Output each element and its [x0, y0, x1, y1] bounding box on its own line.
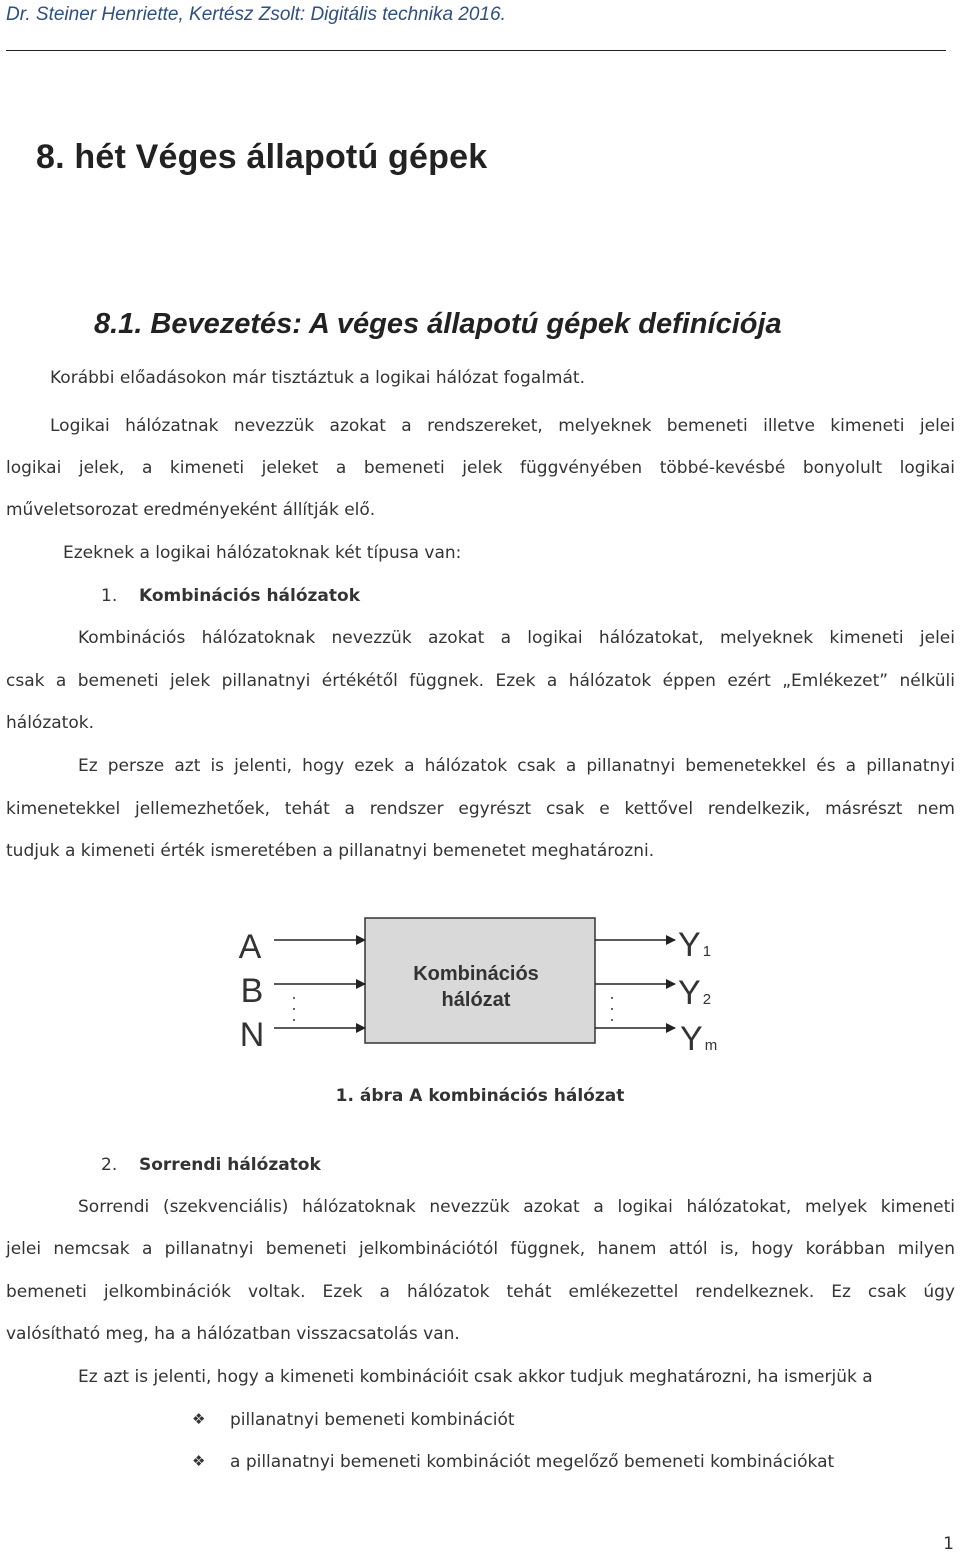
sequential-number: 2. — [101, 1155, 118, 1175]
combinational-heading: Kombinációs hálózatok — [139, 586, 361, 606]
bullet-item-2: a pillanatnyi bemeneti kombinációt megelőző bemeneti kombinációkat — [230, 1452, 835, 1472]
diamond-bullet-icon: ❖ — [192, 1410, 206, 1428]
page-header: Dr. Steiner Henriette, Kertész Zsolt: Digitális technika 2016. — [6, 4, 506, 25]
box-label-line-2: hálózat — [441, 989, 511, 1011]
input-label-n: N — [239, 1016, 265, 1054]
box-label-line-1: Kombinációs — [413, 963, 539, 985]
intro-paragraph-2-line-1: Logikai hálózatnak nevezzük azokat a rendszereket, melyeknek bemeneti illetve kimeneti jelei — [50, 416, 955, 436]
combinational-paragraph-2-line-2: kimenetekkel jellemezhetőek, tehát a rendszer egyrészt csak e kettővel rendelkezik, másrészt nem — [6, 799, 955, 819]
sequential-paragraph-2: Ez azt is jelenti, hogy a kimeneti kombinációit csak akkor tudjuk meghatározni, ha ismerjük a — [78, 1367, 873, 1387]
intro-paragraph-2-line-2: logikai jelek, a kimeneti jeleket a bemeneti jelek függvényében többé-kevésbé bonyolult logikai — [6, 458, 955, 478]
intro-paragraph-2-line-3: műveletsorozat eredményeként állítják elő. — [6, 500, 376, 520]
output-label-m: Ym — [680, 1020, 718, 1058]
chapter-title: 8. hét Véges állapotú gépek — [36, 138, 488, 176]
output-label-2: Y 2 — [678, 974, 712, 1012]
combinational-paragraph-2-line-3: tudjuk a kimeneti érték ismeretében a pillanatnyi bemenetet meghatározni. — [6, 841, 655, 861]
combinational-paragraph-1-line-3: hálózatok. — [6, 713, 94, 733]
diamond-bullet-icon: ❖ — [192, 1452, 206, 1470]
input-label-b: B — [240, 972, 264, 1010]
sequential-paragraph-1-line-1: Sorrendi (szekvenciális) hálózatoknak nevezzük azokat a logikai hálózatokat, melyek kimeneti — [78, 1197, 955, 1217]
sequential-paragraph-1-line-4: valósítható meg, ha a hálózatban visszacsatolás van. — [6, 1324, 460, 1344]
bullet-item-1: pillanatnyi bemeneti kombinációt — [230, 1410, 515, 1430]
combinational-number: 1. — [101, 586, 118, 606]
intro-paragraph-1: Korábbi előadásokon már tisztáztuk a logikai hálózat fogalmát. — [50, 368, 585, 388]
input-label-a: A — [238, 928, 262, 966]
intro-paragraph-3: Ezeknek a logikai hálózatoknak két típusa van: — [63, 543, 462, 563]
combinational-paragraph-1-line-1: Kombinációs hálózatoknak nevezzük azokat a logikai hálózatokat, melyeknek kimeneti jelei — [78, 628, 955, 648]
section-title: 8.1. Bevezetés: A véges állapotú gépek definíciója — [94, 308, 782, 340]
combinational-paragraph-1-line-2: csak a bemeneti jelek pillanatnyi értékétől függnek. Ezek a hálózatok éppen ezért „Emlékezet” nélküli — [6, 671, 955, 691]
output-label-1: Y 1 — [678, 926, 712, 964]
figure-caption: 1. ábra A kombinációs hálózat — [335, 1086, 625, 1106]
combinational-paragraph-2-line-1: Ez persze azt is jelenti, hogy ezek a hálózatok csak a pillanatnyi bemenetekkel és a pillanatnyi — [78, 756, 955, 776]
page-number: 1 — [943, 1534, 954, 1554]
sequential-paragraph-1-line-2: jelei nemcsak a pillanatnyi bemeneti jelkombinációtól függnek, hanem attól is, hogy korábban milyen — [6, 1239, 955, 1259]
sequential-paragraph-1-line-3: bemeneti jelkombinációk voltak. Ezek a hálózatok tehát emlékezettel rendelkeznek. Ez csak úgy — [6, 1282, 955, 1302]
sequential-heading: Sorrendi hálózatok — [139, 1155, 321, 1175]
